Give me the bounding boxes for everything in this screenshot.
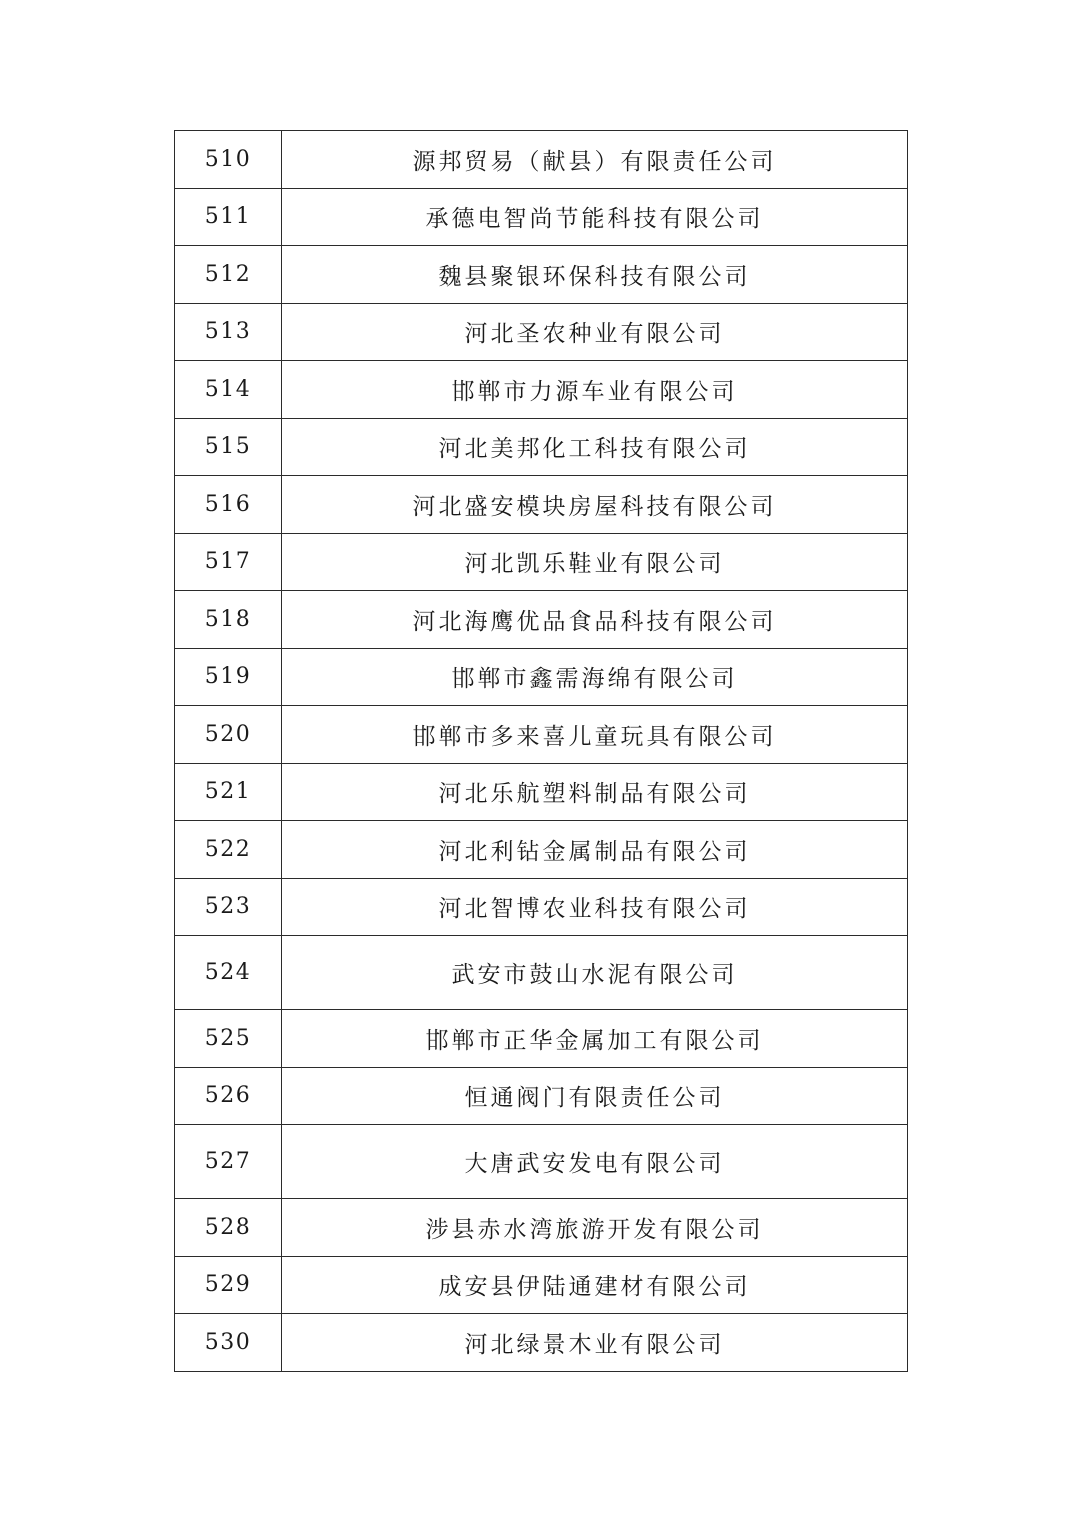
row-number-cell: 519 [175, 648, 282, 706]
row-number-cell: 529 [175, 1256, 282, 1314]
company-name-cell: 武安市鼓山水泥有限公司 [282, 936, 908, 1010]
row-number-cell: 515 [175, 418, 282, 476]
row-number-cell: 524 [175, 936, 282, 1010]
company-name-cell: 邯郸市多来喜儿童玩具有限公司 [282, 706, 908, 764]
row-number-cell: 513 [175, 303, 282, 361]
row-number-cell: 514 [175, 361, 282, 419]
table-row [175, 361, 908, 419]
row-number-cell: 527 [175, 1125, 282, 1199]
row-number-cell: 517 [175, 533, 282, 591]
row-number-cell: 516 [175, 476, 282, 534]
table-row [175, 591, 908, 649]
table-row [175, 1125, 908, 1199]
table-row [175, 533, 908, 591]
row-number-cell: 530 [175, 1314, 282, 1372]
row-number-cell: 528 [175, 1199, 282, 1257]
company-name-cell: 成安县伊陆通建材有限公司 [282, 1256, 908, 1314]
table-row [175, 1067, 908, 1125]
row-number-cell: 523 [175, 878, 282, 936]
table-row [175, 418, 908, 476]
company-name-cell: 魏县聚银环保科技有限公司 [282, 246, 908, 304]
row-number-cell: 521 [175, 763, 282, 821]
company-name-cell: 河北乐航塑料制品有限公司 [282, 763, 908, 821]
company-name-cell: 邯郸市正华金属加工有限公司 [282, 1010, 908, 1068]
row-number-cell: 511 [175, 188, 282, 246]
table-row [175, 936, 908, 1010]
company-name-cell: 河北智博农业科技有限公司 [282, 878, 908, 936]
table-row [175, 648, 908, 706]
table-row [175, 246, 908, 304]
table-row [175, 763, 908, 821]
row-number-cell: 518 [175, 591, 282, 649]
company-name-cell: 河北海鹰优品食品科技有限公司 [282, 591, 908, 649]
table-row [175, 1314, 908, 1372]
table-body [175, 131, 908, 1372]
company-name-cell: 河北凯乐鞋业有限公司 [282, 533, 908, 591]
company-name-cell: 源邦贸易（献县）有限责任公司 [282, 131, 908, 189]
company-name-cell: 河北盛安模块房屋科技有限公司 [282, 476, 908, 534]
table-row [175, 188, 908, 246]
row-number-cell: 520 [175, 706, 282, 764]
table-row [175, 303, 908, 361]
table-row [175, 131, 908, 189]
company-name-cell: 河北利钻金属制品有限公司 [282, 821, 908, 879]
table-row [175, 1010, 908, 1068]
row-number-cell: 526 [175, 1067, 282, 1125]
row-number-cell: 525 [175, 1010, 282, 1068]
company-name-cell: 河北圣农种业有限公司 [282, 303, 908, 361]
company-name-cell: 河北绿景木业有限公司 [282, 1314, 908, 1372]
company-name-cell: 大唐武安发电有限公司 [282, 1125, 908, 1199]
row-number-cell: 510 [175, 131, 282, 189]
table-row [175, 1256, 908, 1314]
company-name-cell: 涉县赤水湾旅游开发有限公司 [282, 1199, 908, 1257]
company-name-cell: 河北美邦化工科技有限公司 [282, 418, 908, 476]
table-row [175, 476, 908, 534]
table-row [175, 1199, 908, 1257]
company-name-cell: 承德电智尚节能科技有限公司 [282, 188, 908, 246]
table-row [175, 878, 908, 936]
table-row [175, 706, 908, 764]
company-list-table [174, 130, 908, 1372]
row-number-cell: 522 [175, 821, 282, 879]
company-name-cell: 邯郸市鑫需海绵有限公司 [282, 648, 908, 706]
row-number-cell: 512 [175, 246, 282, 304]
company-name-cell: 恒通阀门有限责任公司 [282, 1067, 908, 1125]
company-name-cell: 邯郸市力源车业有限公司 [282, 361, 908, 419]
table-row [175, 821, 908, 879]
